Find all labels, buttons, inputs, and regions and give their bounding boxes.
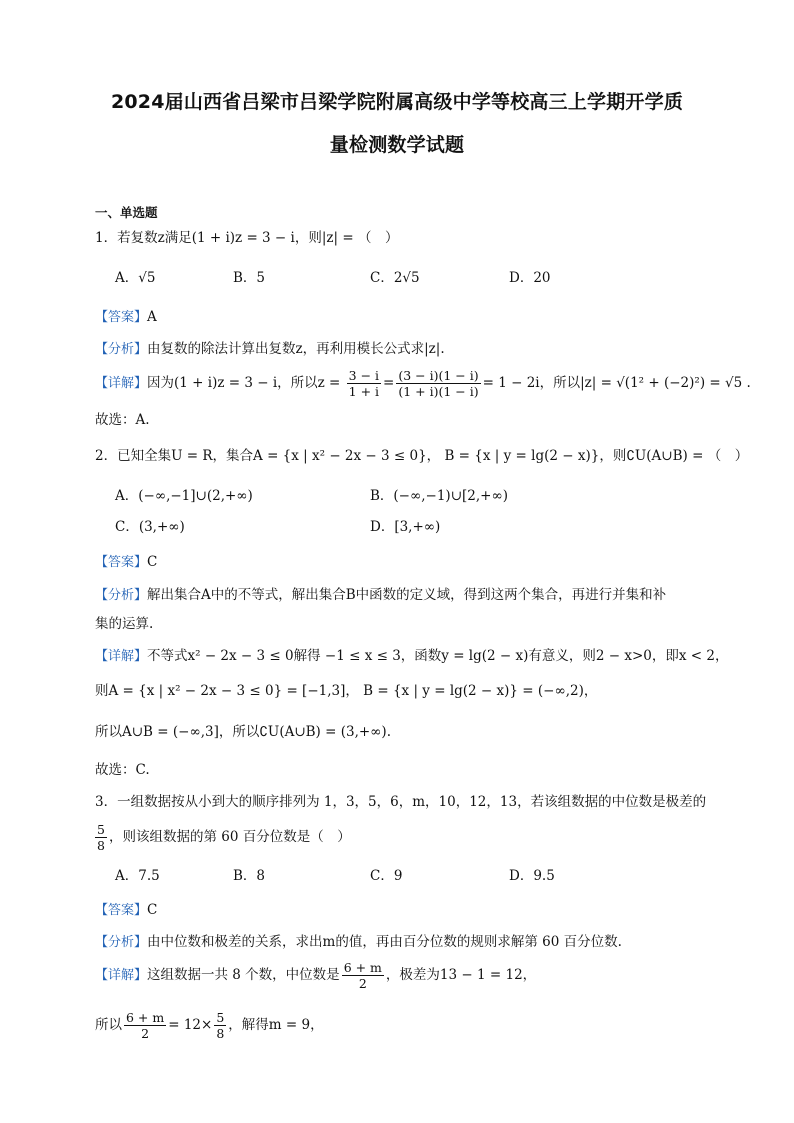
q1-option-b: B．5 bbox=[233, 270, 266, 286]
q1-answer-line bbox=[95, 307, 157, 328]
q2-detail-3: 所以A∪B = (−∞,3]，所以∁U(A∪B) = (3,+∞). bbox=[95, 724, 391, 740]
q2-option-d: D．[3,+∞) bbox=[370, 519, 441, 535]
answer-tag: 【答案】 bbox=[95, 310, 148, 325]
detail-tag: 【详解】 bbox=[95, 376, 148, 391]
q3-fraction-3 bbox=[214, 1010, 226, 1041]
q1-option-a: A．√5 bbox=[115, 270, 156, 286]
q3-stem-fraction bbox=[95, 822, 107, 853]
q2-answer: C bbox=[147, 554, 158, 570]
q2-option-a: A．(−∞,−1]∪(2,+∞) bbox=[115, 488, 253, 504]
answer-tag: 【答案】 bbox=[95, 555, 148, 570]
q3-fraction-1-num: 6 + m bbox=[343, 960, 382, 975]
q2-option-b: B．(−∞,−1)∪[2,+∞) bbox=[370, 488, 508, 504]
q1-detail-line bbox=[95, 366, 751, 401]
q3-detail-line-1 bbox=[95, 958, 536, 993]
q1-conclusion: 故选：A. bbox=[95, 412, 150, 428]
q1-analysis: 由复数的除法计算出复数z，再利用模长公式求|z|. bbox=[147, 341, 445, 357]
q3-fraction-3-num: 5 bbox=[216, 1010, 225, 1025]
q3-option-b: B．8 bbox=[233, 868, 266, 884]
analysis-tag: 【分析】 bbox=[95, 588, 148, 603]
q3-fraction-2-den: 2 bbox=[141, 1026, 150, 1041]
q2-analysis-2: 集的运算. bbox=[95, 616, 154, 632]
q2-detail-2: 则A = {x | x² − 2x − 3 ≤ 0} = [−1,3]， B = {x | y = lg(2 − x)} = (−∞,2)， bbox=[95, 683, 598, 699]
section-heading: 一、单选题 bbox=[95, 205, 158, 220]
q3-stem-fraction-den: 8 bbox=[97, 838, 105, 853]
answer-tag: 【答案】 bbox=[95, 903, 148, 918]
q2-conclusion: 故选：C. bbox=[95, 762, 150, 778]
detail-tag: 【详解】 bbox=[95, 649, 148, 664]
q3-fraction-1-den: 2 bbox=[358, 976, 367, 991]
q2-detail-line-1 bbox=[95, 646, 729, 667]
analysis-tag: 【分析】 bbox=[95, 935, 148, 950]
q1-detail-a: 因为(1 + i)z = 3 − i，所以z = bbox=[147, 375, 341, 391]
q3-fraction-3-den: 8 bbox=[216, 1026, 225, 1041]
q3-answer: C bbox=[147, 902, 158, 918]
q2-answer-line bbox=[95, 552, 157, 573]
q1-equals: = bbox=[383, 375, 395, 391]
q1-stem: 1．若复数z满足(1 + i)z = 3 − i，则|z| = （ ） bbox=[95, 230, 399, 246]
q1-fraction-1-den: 1 + i bbox=[348, 384, 380, 399]
detail-tag: 【详解】 bbox=[95, 968, 148, 983]
q1-fraction-1 bbox=[347, 368, 381, 399]
q3-fraction-1 bbox=[342, 960, 384, 991]
q3-stem-fraction-num: 5 bbox=[97, 822, 105, 837]
q3-detail-line-2 bbox=[95, 1008, 324, 1042]
q1-fraction-2-num: (3 − i)(1 − i) bbox=[398, 368, 479, 383]
document-title-line1: 2024届山西省吕梁市吕梁学院附属高级中学等校高三上学期开学质 bbox=[110, 91, 684, 113]
q1-answer: A bbox=[147, 309, 157, 325]
q3-stem-line-2 bbox=[95, 820, 351, 854]
q2-option-c: C．(3,+∞) bbox=[115, 519, 185, 535]
q3-stem: 3．一组数据按从小到大的顺序排列为 1，3，5，6，m，10，12，13，若该组数据的中位数是极差的 bbox=[95, 794, 707, 810]
q3-option-c: C．9 bbox=[370, 868, 403, 884]
q3-analysis-line bbox=[95, 932, 622, 953]
q3-answer-line bbox=[95, 900, 157, 921]
q1-fraction-2 bbox=[396, 368, 480, 399]
q3-detail-d: = 12× bbox=[168, 1017, 213, 1033]
q1-fraction-1-num: 3 − i bbox=[348, 368, 380, 383]
q3-detail-a: 这组数据一共 8 个数，中位数是 bbox=[147, 967, 340, 983]
q2-analysis-1: 解出集合A中的不等式，解出集合B中函数的定义域，得到这两个集合，再进行并集和补 bbox=[147, 587, 667, 603]
q3-fraction-2 bbox=[124, 1010, 166, 1041]
q2-detail-1: 不等式x² − 2x − 3 ≤ 0解得 −1 ≤ x ≤ 3，函数y = lg(2 − x)有意义，则2 − x>0，即x < 2， bbox=[147, 648, 729, 664]
q1-fraction-2-den: (1 + i)(1 − i) bbox=[398, 384, 479, 399]
analysis-tag: 【分析】 bbox=[95, 342, 148, 357]
q1-option-c: C．2√5 bbox=[370, 270, 420, 286]
q1-analysis-line bbox=[95, 339, 445, 360]
q1-detail-b: = 1 − 2i，所以|z| = √(1² + (−2)²) = √5 . bbox=[482, 375, 751, 391]
q3-option-d: D．9.5 bbox=[509, 868, 555, 884]
q3-stem-2: ，则该组数据的第 60 百分位数是（ ） bbox=[108, 829, 351, 845]
q3-analysis: 由中位数和极差的关系，求出m的值，再由百分位数的规则求解第 60 百分位数. bbox=[147, 934, 622, 950]
q3-detail-c: 所以 bbox=[95, 1017, 122, 1033]
q3-detail-e: ，解得m = 9， bbox=[228, 1017, 324, 1033]
q1-option-d: D．20 bbox=[509, 270, 551, 286]
q3-detail-b: ，极差为13 − 1 = 12， bbox=[385, 967, 537, 983]
q3-fraction-2-num: 6 + m bbox=[126, 1010, 165, 1025]
q3-option-a: A．7.5 bbox=[115, 868, 160, 884]
q2-analysis-line bbox=[95, 585, 666, 606]
q2-stem: 2．已知全集U = R，集合A = {x | x² − 2x − 3 ≤ 0}， B = {x | y = lg(2 − x)}，则∁U(A∪B) = （ ） bbox=[95, 448, 749, 464]
document-title-line2: 量检测数学试题 bbox=[329, 134, 465, 156]
